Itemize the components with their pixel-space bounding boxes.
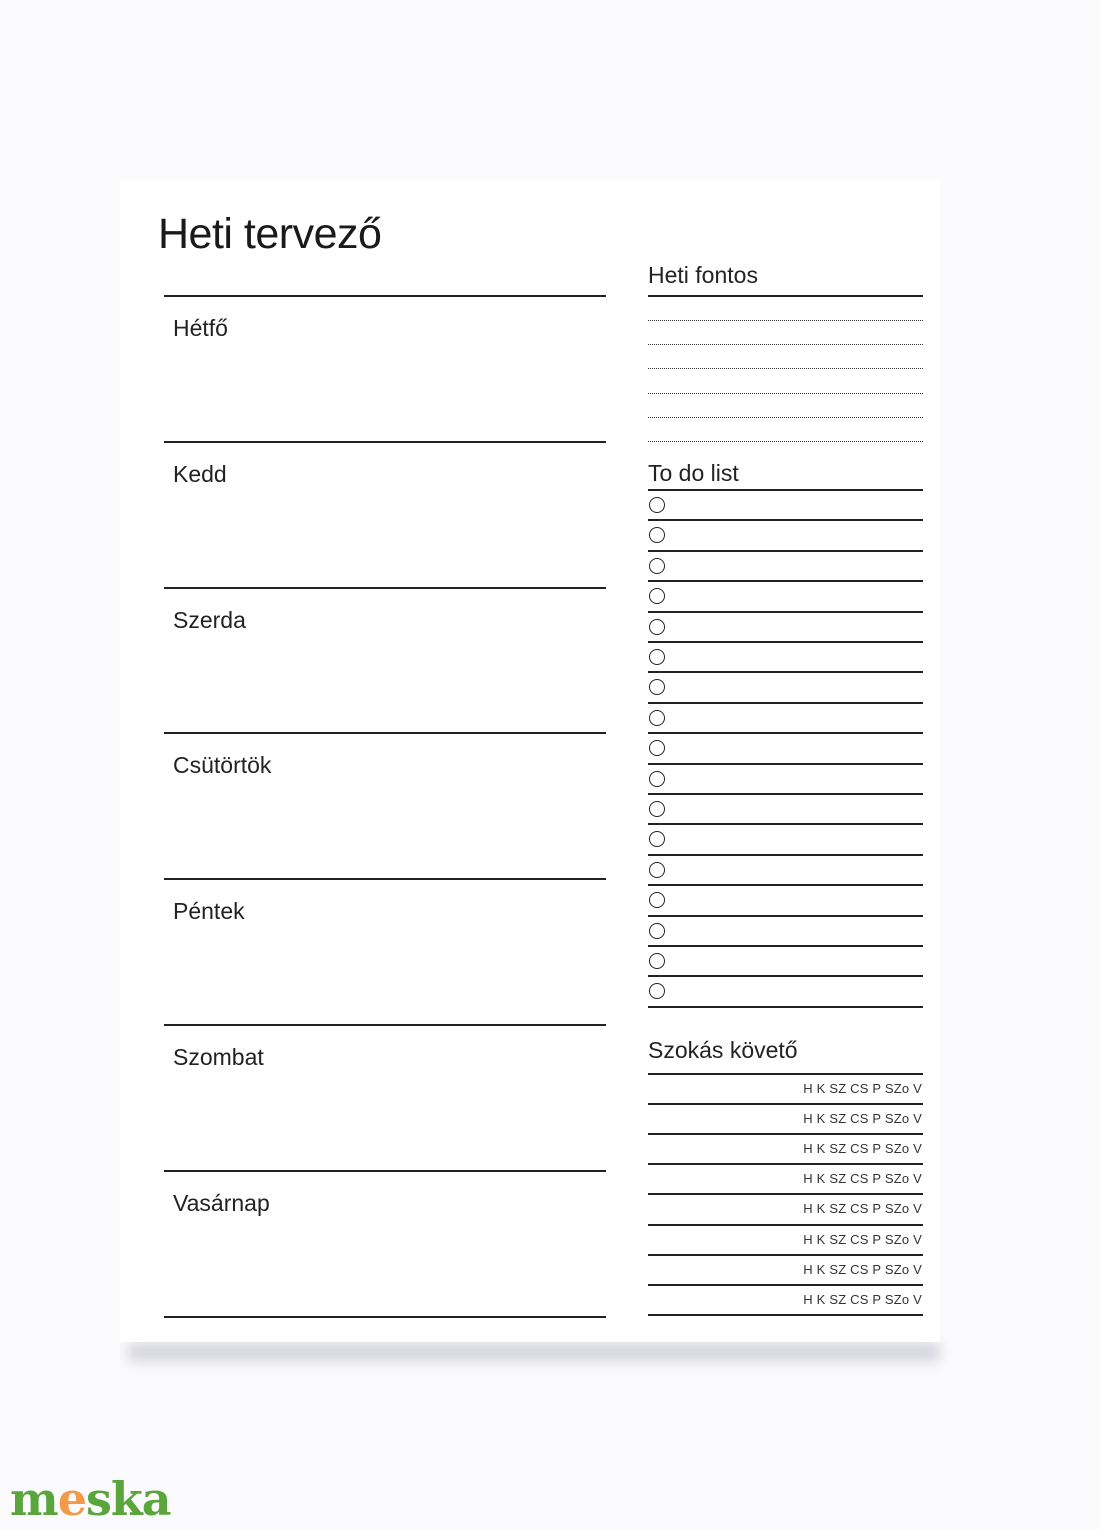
habit-rule [648, 1254, 923, 1256]
day-label: Szombat [173, 1044, 264, 1070]
writing-line[interactable] [648, 441, 923, 442]
weekly-important-label: Heti fontos [648, 262, 758, 288]
todo-line [648, 793, 923, 795]
habit-rule [648, 1284, 923, 1286]
writing-line[interactable] [648, 417, 923, 418]
checkbox-circle-icon[interactable] [649, 831, 665, 847]
writing-line[interactable] [648, 320, 923, 321]
todo-line [648, 702, 923, 704]
todo-line [648, 854, 923, 856]
habit-tracker-label: Szokás követő [648, 1037, 798, 1063]
habit-day-letters: H K SZ CS P SZo V [803, 1232, 922, 1247]
day-rule [164, 587, 606, 589]
checkbox-circle-icon[interactable] [649, 710, 665, 726]
day-label: Kedd [173, 461, 227, 487]
todo-line [648, 945, 923, 947]
checkbox-circle-icon[interactable] [649, 983, 665, 999]
checkbox-circle-icon[interactable] [649, 619, 665, 635]
checkbox-circle-icon[interactable] [649, 923, 665, 939]
habit-day-letters: H K SZ CS P SZo V [803, 1141, 922, 1156]
habit-rule [648, 1073, 923, 1075]
checkbox-circle-icon[interactable] [649, 588, 665, 604]
todo-line [648, 732, 923, 734]
habit-rule [648, 1314, 923, 1316]
habit-day-letters: H K SZ CS P SZo V [803, 1171, 922, 1186]
habit-day-letters: H K SZ CS P SZo V [803, 1201, 922, 1216]
day-label: Hétfő [173, 315, 228, 341]
checkbox-circle-icon[interactable] [649, 649, 665, 665]
todo-line [648, 763, 923, 765]
todo-line [648, 975, 923, 977]
writing-line[interactable] [648, 368, 923, 369]
habit-day-letters: H K SZ CS P SZo V [803, 1111, 922, 1126]
todo-line [648, 915, 923, 917]
writing-line[interactable] [648, 344, 923, 345]
todo-rule [648, 489, 923, 491]
checkbox-circle-icon[interactable] [649, 801, 665, 817]
todo-line [648, 641, 923, 643]
day-rule [164, 732, 606, 734]
checkbox-circle-icon[interactable] [649, 740, 665, 756]
paper-shadow [128, 1342, 940, 1362]
day-rule [164, 1170, 606, 1172]
day-rule [164, 878, 606, 880]
writing-line[interactable] [648, 393, 923, 394]
day-rule [164, 1024, 606, 1026]
day-label: Péntek [173, 898, 245, 924]
checkbox-circle-icon[interactable] [649, 527, 665, 543]
habit-day-letters: H K SZ CS P SZo V [803, 1081, 922, 1096]
todo-line [648, 884, 923, 886]
habit-rule [648, 1193, 923, 1195]
checkbox-circle-icon[interactable] [649, 497, 665, 513]
checkbox-circle-icon[interactable] [649, 679, 665, 695]
todo-line [648, 823, 923, 825]
checkbox-circle-icon[interactable] [649, 953, 665, 969]
todo-line [648, 519, 923, 521]
habit-day-letters: H K SZ CS P SZo V [803, 1292, 922, 1307]
todo-label: To do list [648, 460, 739, 486]
planner-title: Heti tervező [158, 210, 382, 258]
checkbox-circle-icon[interactable] [649, 862, 665, 878]
todo-line [648, 1006, 923, 1008]
checkbox-circle-icon[interactable] [649, 771, 665, 787]
habit-rule [648, 1163, 923, 1165]
habit-day-letters: H K SZ CS P SZo V [803, 1262, 922, 1277]
day-label: Vasárnap [173, 1190, 270, 1216]
day-rule [164, 441, 606, 443]
habit-rule [648, 1103, 923, 1105]
meska-logo[interactable]: meska [10, 1472, 171, 1526]
todo-line [648, 580, 923, 582]
todo-line [648, 611, 923, 613]
habit-rule [648, 1133, 923, 1135]
day-rule [164, 1316, 606, 1318]
checkbox-circle-icon[interactable] [649, 558, 665, 574]
checkbox-circle-icon[interactable] [649, 892, 665, 908]
todo-line [648, 671, 923, 673]
day-label: Szerda [173, 607, 246, 633]
day-rule [164, 295, 606, 297]
habit-rule [648, 1224, 923, 1226]
weekly-important-rule [648, 295, 923, 297]
day-label: Csütörtök [173, 752, 272, 778]
todo-line [648, 550, 923, 552]
